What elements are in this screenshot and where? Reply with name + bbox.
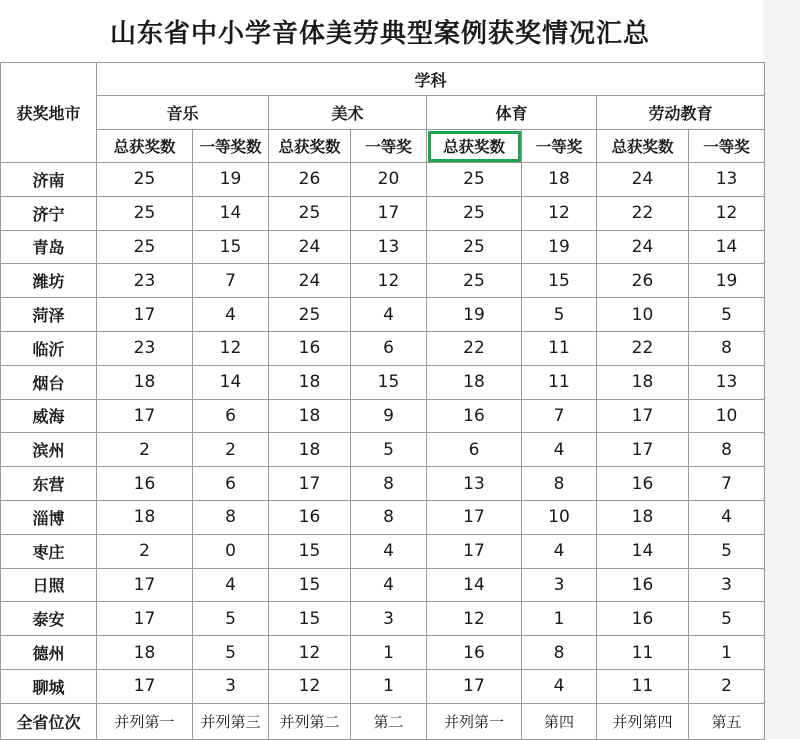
side-panel-strip (763, 0, 800, 739)
value-cell: 19 (522, 230, 597, 264)
value-cell: 4 (689, 500, 765, 534)
value-cell: 17 (269, 467, 351, 501)
city-cell: 滨州 (1, 433, 97, 467)
value-cell: 12 (269, 669, 351, 703)
table-row (1, 365, 765, 399)
sub-column-header: 总获奖数 (597, 130, 689, 163)
value-cell: 4 (351, 298, 427, 332)
ranking-cell: 并列第二 (269, 703, 351, 739)
page-title: 山东省中小学音体美劳典型案例获奖情况汇总 (109, 18, 650, 49)
sub-column-header: 总获奖数 (97, 130, 193, 163)
table-row (1, 196, 765, 230)
city-cell: 淄博 (1, 500, 97, 534)
value-cell: 23 (97, 331, 193, 365)
table-row (1, 500, 765, 534)
value-cell: 18 (597, 500, 689, 534)
value-cell: 8 (522, 467, 597, 501)
value-cell: 18 (597, 365, 689, 399)
value-cell: 14 (689, 230, 765, 264)
value-cell: 25 (427, 230, 522, 264)
sub-column-header[interactable]: 总获奖数 (427, 130, 522, 163)
value-cell: 17 (427, 534, 522, 568)
value-cell: 26 (269, 163, 351, 197)
value-cell: 6 (427, 433, 522, 467)
subject-header-pe: 体育 (427, 96, 597, 130)
subject-header-music: 音乐 (97, 96, 269, 130)
value-cell: 14 (427, 568, 522, 602)
value-cell: 5 (193, 602, 269, 636)
table-row (1, 534, 765, 568)
value-cell: 13 (351, 230, 427, 264)
value-cell: 1 (522, 602, 597, 636)
value-cell: 24 (269, 264, 351, 298)
value-cell: 12 (351, 264, 427, 298)
value-cell: 17 (597, 433, 689, 467)
value-cell: 2 (689, 669, 765, 703)
value-cell: 15 (522, 264, 597, 298)
value-cell: 17 (427, 500, 522, 534)
value-cell: 12 (193, 331, 269, 365)
value-cell: 2 (97, 433, 193, 467)
value-cell: 13 (689, 365, 765, 399)
awards-table (0, 62, 765, 740)
value-cell: 14 (193, 365, 269, 399)
value-cell: 19 (427, 298, 522, 332)
value-cell: 12 (689, 196, 765, 230)
ranking-cell: 并列第三 (193, 703, 269, 739)
value-cell: 22 (427, 331, 522, 365)
table-row (1, 568, 765, 602)
value-cell: 19 (193, 163, 269, 197)
table-row (1, 399, 765, 433)
sub-column-header: 总获奖数 (269, 130, 351, 163)
value-cell: 18 (97, 636, 193, 670)
value-cell: 8 (689, 433, 765, 467)
value-cell: 2 (97, 534, 193, 568)
value-cell: 25 (97, 230, 193, 264)
value-cell: 22 (597, 196, 689, 230)
value-cell: 11 (522, 331, 597, 365)
value-cell: 10 (522, 500, 597, 534)
value-cell: 18 (269, 365, 351, 399)
value-cell: 3 (193, 669, 269, 703)
value-cell: 7 (689, 467, 765, 501)
value-cell: 18 (269, 433, 351, 467)
value-cell: 5 (351, 433, 427, 467)
value-cell: 25 (269, 196, 351, 230)
value-cell: 12 (522, 196, 597, 230)
value-cell: 17 (427, 669, 522, 703)
value-cell: 13 (427, 467, 522, 501)
city-cell: 东营 (1, 467, 97, 501)
subject-header-labor: 劳动教育 (597, 96, 765, 130)
value-cell: 16 (427, 636, 522, 670)
value-cell: 25 (97, 196, 193, 230)
ranking-cell: 并列第一 (97, 703, 193, 739)
value-cell: 20 (351, 163, 427, 197)
value-cell: 6 (351, 331, 427, 365)
ranking-cell: 第五 (689, 703, 765, 739)
value-cell: 8 (193, 500, 269, 534)
value-cell: 25 (427, 264, 522, 298)
value-cell: 4 (351, 568, 427, 602)
value-cell: 4 (522, 433, 597, 467)
value-cell: 0 (193, 534, 269, 568)
city-cell: 临沂 (1, 331, 97, 365)
value-cell: 8 (689, 331, 765, 365)
value-cell: 16 (597, 467, 689, 501)
value-cell: 11 (597, 636, 689, 670)
sub-column-header: 一等奖数 (193, 130, 269, 163)
value-cell: 18 (97, 500, 193, 534)
value-cell: 18 (427, 365, 522, 399)
value-cell: 4 (522, 534, 597, 568)
value-cell: 9 (351, 399, 427, 433)
ranking-label: 全省位次 (1, 703, 97, 739)
value-cell: 16 (597, 602, 689, 636)
value-cell: 5 (522, 298, 597, 332)
value-cell: 25 (427, 163, 522, 197)
value-cell: 16 (97, 467, 193, 501)
sub-column-header: 一等奖 (689, 130, 765, 163)
value-cell: 18 (97, 365, 193, 399)
value-cell: 12 (427, 602, 522, 636)
value-cell: 7 (522, 399, 597, 433)
value-cell: 10 (597, 298, 689, 332)
value-cell: 1 (689, 636, 765, 670)
value-cell: 24 (269, 230, 351, 264)
value-cell: 15 (269, 568, 351, 602)
value-cell: 17 (97, 399, 193, 433)
city-cell: 烟台 (1, 365, 97, 399)
row-label-header: 获奖地市 (1, 63, 97, 163)
value-cell: 17 (97, 298, 193, 332)
value-cell: 25 (427, 196, 522, 230)
table-row (1, 331, 765, 365)
table-row (1, 230, 765, 264)
value-cell: 22 (597, 331, 689, 365)
value-cell: 25 (97, 163, 193, 197)
value-cell: 18 (522, 163, 597, 197)
value-cell: 15 (269, 602, 351, 636)
city-cell: 聊城 (1, 669, 97, 703)
value-cell: 16 (269, 500, 351, 534)
city-cell: 日照 (1, 568, 97, 602)
value-cell: 6 (193, 467, 269, 501)
table-row (1, 298, 765, 332)
value-cell: 15 (351, 365, 427, 399)
value-cell: 12 (269, 636, 351, 670)
value-cell: 4 (522, 669, 597, 703)
city-cell: 济宁 (1, 196, 97, 230)
city-cell: 济南 (1, 163, 97, 197)
sub-column-header: 一等奖 (522, 130, 597, 163)
city-cell: 泰安 (1, 602, 97, 636)
city-cell: 德州 (1, 636, 97, 670)
city-cell: 青岛 (1, 230, 97, 264)
group-header: 学科 (97, 63, 765, 96)
city-cell: 潍坊 (1, 264, 97, 298)
value-cell: 19 (689, 264, 765, 298)
value-cell: 10 (689, 399, 765, 433)
ranking-cell: 第二 (351, 703, 427, 739)
table-row (1, 669, 765, 703)
value-cell: 3 (689, 568, 765, 602)
ranking-cell: 并列第一 (427, 703, 522, 739)
city-cell: 枣庄 (1, 534, 97, 568)
value-cell: 17 (351, 196, 427, 230)
value-cell: 8 (522, 636, 597, 670)
value-cell: 18 (269, 399, 351, 433)
subject-header-art: 美术 (269, 96, 427, 130)
table-row (1, 264, 765, 298)
ranking-cell: 第四 (522, 703, 597, 739)
value-cell: 4 (193, 298, 269, 332)
value-cell: 17 (597, 399, 689, 433)
value-cell: 14 (597, 534, 689, 568)
value-cell: 6 (193, 399, 269, 433)
value-cell: 13 (689, 163, 765, 197)
value-cell: 24 (597, 230, 689, 264)
value-cell: 23 (97, 264, 193, 298)
value-cell: 4 (351, 534, 427, 568)
value-cell: 5 (689, 298, 765, 332)
value-cell: 1 (351, 636, 427, 670)
value-cell: 17 (97, 568, 193, 602)
table-row (1, 636, 765, 670)
table-row (1, 163, 765, 197)
value-cell: 16 (269, 331, 351, 365)
value-cell: 5 (193, 636, 269, 670)
value-cell: 16 (427, 399, 522, 433)
table-row (1, 602, 765, 636)
ranking-row (1, 703, 765, 739)
value-cell: 26 (597, 264, 689, 298)
table-row (1, 433, 765, 467)
value-cell: 5 (689, 534, 765, 568)
value-cell: 4 (193, 568, 269, 602)
value-cell: 5 (689, 602, 765, 636)
city-cell: 菏泽 (1, 298, 97, 332)
sub-column-header: 一等奖 (351, 130, 427, 163)
table-row (1, 467, 765, 501)
value-cell: 17 (97, 602, 193, 636)
value-cell: 14 (193, 196, 269, 230)
value-cell: 24 (597, 163, 689, 197)
value-cell: 3 (522, 568, 597, 602)
value-cell: 17 (97, 669, 193, 703)
value-cell: 1 (351, 669, 427, 703)
ranking-cell: 并列第四 (597, 703, 689, 739)
value-cell: 11 (597, 669, 689, 703)
value-cell: 2 (193, 433, 269, 467)
value-cell: 15 (193, 230, 269, 264)
value-cell: 8 (351, 500, 427, 534)
value-cell: 7 (193, 264, 269, 298)
value-cell: 25 (269, 298, 351, 332)
value-cell: 16 (597, 568, 689, 602)
value-cell: 11 (522, 365, 597, 399)
value-cell: 8 (351, 467, 427, 501)
city-cell: 威海 (1, 399, 97, 433)
value-cell: 3 (351, 602, 427, 636)
value-cell: 15 (269, 534, 351, 568)
